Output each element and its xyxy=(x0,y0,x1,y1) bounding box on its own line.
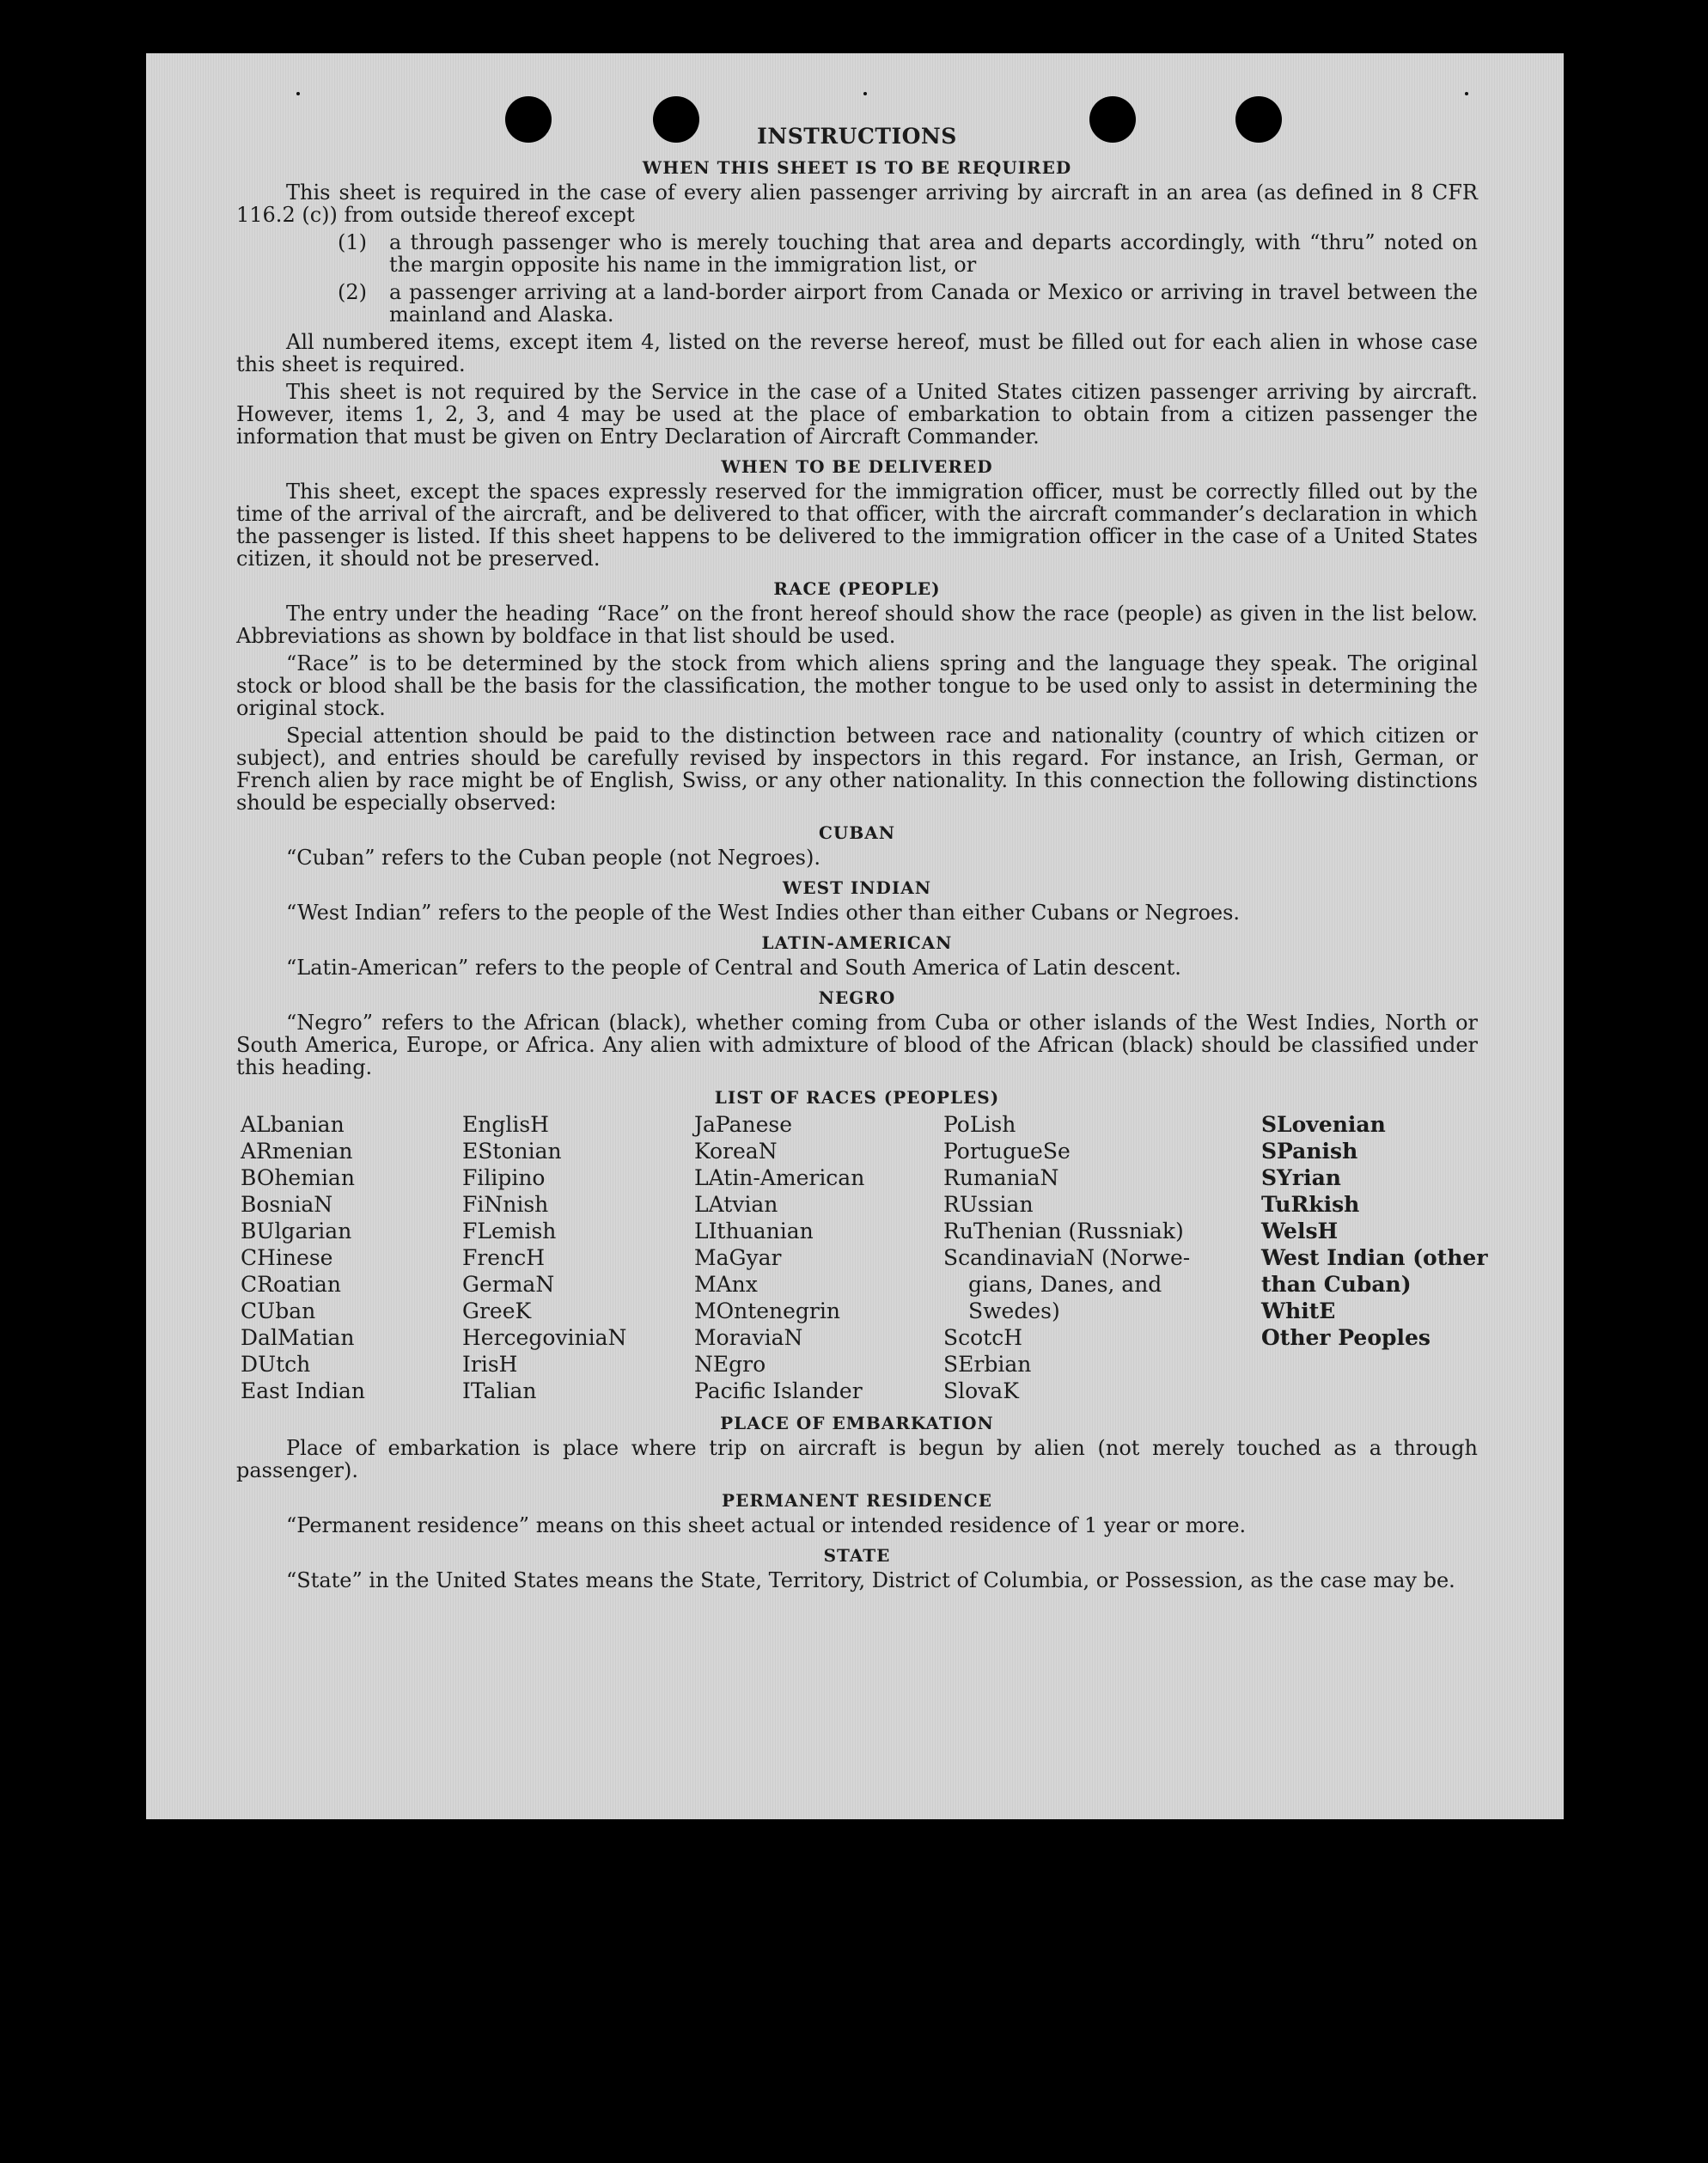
race-entry: DUtch xyxy=(241,1352,311,1377)
paragraph: This sheet, except the spaces expressly reserved for the immigration officer, must be correctly filled out by the time of the arrival of the aircraft, and be delivered to that officer, with the aircraft commander’s declaration in which the passenger is listed. If this sheet happens to be delivered to the immigration officer in the case of a United States citizen, it should not be preserved. xyxy=(236,480,1478,571)
race-entry: CUban xyxy=(241,1298,316,1323)
race-entry: FiNnish xyxy=(462,1192,549,1217)
race-entry: FrencH xyxy=(462,1245,545,1270)
race-entry: WelsH xyxy=(1261,1219,1339,1243)
race-entry: CHinese xyxy=(241,1245,333,1270)
race-entry: PoLish xyxy=(943,1112,1016,1137)
race-entry: East Indian xyxy=(241,1378,365,1403)
list-item xyxy=(236,231,1478,276)
definition: “Permanent residence” means on this sheet actual or intended residence of 1 year or more. xyxy=(286,1513,1247,1537)
race-column xyxy=(1261,1111,1488,1404)
race-entry: EStonian xyxy=(462,1139,562,1164)
race-entry: West Indian (other than Cuban) xyxy=(1261,1245,1488,1297)
race-entry: HercegoviniaN xyxy=(462,1325,627,1350)
race-entry: MoraviaN xyxy=(694,1325,803,1350)
race-entry: IrisH xyxy=(462,1352,518,1377)
race-entry: GermaN xyxy=(462,1272,555,1297)
race-entry: DalMatian xyxy=(241,1325,355,1350)
race-entry: FLemish xyxy=(462,1219,557,1243)
race-entry: EnglisH xyxy=(462,1112,549,1137)
item-text: a through passenger who is merely touching that area and departs accordingly, with “thru” noted on the margin opposite his name in the immigration list, or xyxy=(389,230,1478,277)
speck-mark xyxy=(863,92,867,95)
race-entry: LAtvian xyxy=(694,1192,778,1217)
race-entry: WhitE xyxy=(1261,1298,1336,1323)
race-entry: NEgro xyxy=(694,1352,766,1377)
section-heading: RACE (PEOPLE) xyxy=(773,578,941,599)
section-heading: WHEN TO BE DELIVERED xyxy=(721,456,993,477)
section-heading: STATE xyxy=(823,1545,891,1566)
race-column xyxy=(462,1111,694,1404)
section-heading: PLACE OF EMBARKATION xyxy=(720,1413,994,1433)
race-entry: Other Peoples xyxy=(1261,1325,1430,1350)
race-entry: ScandinaviaN (Norwe- gians, Danes, and Swedes) xyxy=(943,1245,1191,1323)
section-heading: WEST INDIAN xyxy=(782,877,932,898)
race-entry: CRoatian xyxy=(241,1272,341,1297)
race-entry: JaPanese xyxy=(694,1112,793,1137)
item-number: (1) xyxy=(338,230,367,254)
race-entry: LIthuanian xyxy=(694,1219,814,1243)
race-entry: RumaniaN xyxy=(943,1165,1059,1190)
race-column xyxy=(943,1111,1261,1404)
race-entry: BOhemian xyxy=(241,1165,355,1190)
race-entry: SlovaK xyxy=(943,1378,1019,1403)
section-heading: WHEN THIS SHEET IS TO BE REQUIRED xyxy=(642,157,1072,178)
section-heading: NEGRO xyxy=(818,987,896,1008)
item-number: (2) xyxy=(338,280,367,304)
race-entry: Filipino xyxy=(462,1165,546,1190)
race-entry: PortugueSe xyxy=(943,1139,1071,1164)
race-entry: BosniaN xyxy=(241,1192,333,1217)
race-entry: SLovenian xyxy=(1261,1112,1386,1137)
race-entry: BUlgarian xyxy=(241,1219,352,1243)
paragraph: Special attention should be paid to the distinction between race and nationality (country of which citizen or subject), and entries should be carefully revised by inspectors in this regard. For instance, an Irish, German, or French alien by race might be of English, Swiss, or any other nationality. In this connection the following distinctions should be especially observed: xyxy=(236,724,1478,815)
race-entry: MaGyar xyxy=(694,1245,782,1270)
definition: “Cuban” refers to the Cuban people (not Negroes). xyxy=(286,846,820,870)
race-entry: RUssian xyxy=(943,1192,1034,1217)
race-entry: ALbanian xyxy=(241,1112,345,1137)
paragraph: “Race” is to be determined by the stock from which aliens spring and the language they speak. The original stock or blood shall be the basis for the classification, the mother tongue to be used only to assist in determining the original stock. xyxy=(236,651,1478,720)
document-sheet xyxy=(146,53,1564,1819)
race-column xyxy=(236,1111,462,1404)
race-entry: Pacific Islander xyxy=(694,1378,863,1403)
paragraph: The entry under the heading “Race” on the front hereof should show the race (people) as given in the list below. Abbreviations as shown by boldface in that list should be used. xyxy=(236,602,1478,648)
race-entry: MAnx xyxy=(694,1272,758,1297)
race-column xyxy=(694,1111,943,1404)
race-entry: MOntenegrin xyxy=(694,1298,840,1323)
list-item xyxy=(236,281,1478,326)
paragraph: This sheet is required in the case of every alien passenger arriving by aircraft in an area (as defined in 8 CFR 116.2 (c)) from outside thereof except xyxy=(236,180,1478,227)
race-list xyxy=(236,1111,1488,1404)
race-entry: SYrian xyxy=(1261,1165,1341,1190)
race-entry: ARmenian xyxy=(241,1139,353,1164)
section-heading: LATIN-AMERICAN xyxy=(761,932,953,953)
section-heading: CUBAN xyxy=(818,822,896,843)
race-entry: GreeK xyxy=(462,1298,532,1323)
race-entry: ITalian xyxy=(462,1378,537,1403)
paragraph: Place of embarkation is place where trip on aircraft is begun by alien (not merely touched as a through passenger). xyxy=(236,1436,1478,1482)
race-entry: RuThenian (Russniak) xyxy=(943,1219,1184,1243)
definition: “West Indian” refers to the people of the West Indies other than either Cubans or Negroes. xyxy=(286,901,1241,925)
paragraph: All numbered items, except item 4, listed on the reverse hereof, must be filled out for each alien in whose case this sheet is required. xyxy=(236,330,1478,376)
speck-mark xyxy=(296,92,300,95)
race-entry: ScotcH xyxy=(943,1325,1023,1350)
race-entry: TuRkish xyxy=(1261,1192,1360,1217)
section-heading: PERMANENT RESIDENCE xyxy=(722,1490,992,1511)
race-entry: LAtin-American xyxy=(694,1165,865,1190)
paragraph: “State” in the United States means the State, Territory, District of Columbia, or Possession, as the case may be. xyxy=(286,1568,1455,1592)
definition: “Latin-American” refers to the people of Central and South America of Latin descent. xyxy=(286,956,1181,980)
instructions-content xyxy=(236,124,1488,1597)
speck-mark xyxy=(1465,92,1468,95)
race-entry: SPanish xyxy=(1261,1139,1358,1164)
page-title: INSTRUCTIONS xyxy=(757,124,957,149)
item-text: a passenger arriving at a land-border airport from Canada or Mexico or arriving in travel between the mainland and Alaska. xyxy=(389,280,1478,327)
paragraph: This sheet is not required by the Service in the case of a United States citizen passenger arriving by aircraft. However, items 1, 2, 3, and 4 may be used at the place of embarkation to obtain from a citizen passenger the information that must be given on Entry Declaration of Aircraft Commander. xyxy=(236,380,1478,449)
race-entry: SErbian xyxy=(943,1352,1032,1377)
section-heading: LIST OF RACES (PEOPLES) xyxy=(714,1087,1000,1108)
race-entry: KoreaN xyxy=(694,1139,778,1164)
paragraph: “Negro” refers to the African (black), whether coming from Cuba or other islands of the West Indies, North or South America, Europe, or Africa. Any alien with admixture of blood of the African (black) should be classified under this heading. xyxy=(236,1011,1478,1079)
